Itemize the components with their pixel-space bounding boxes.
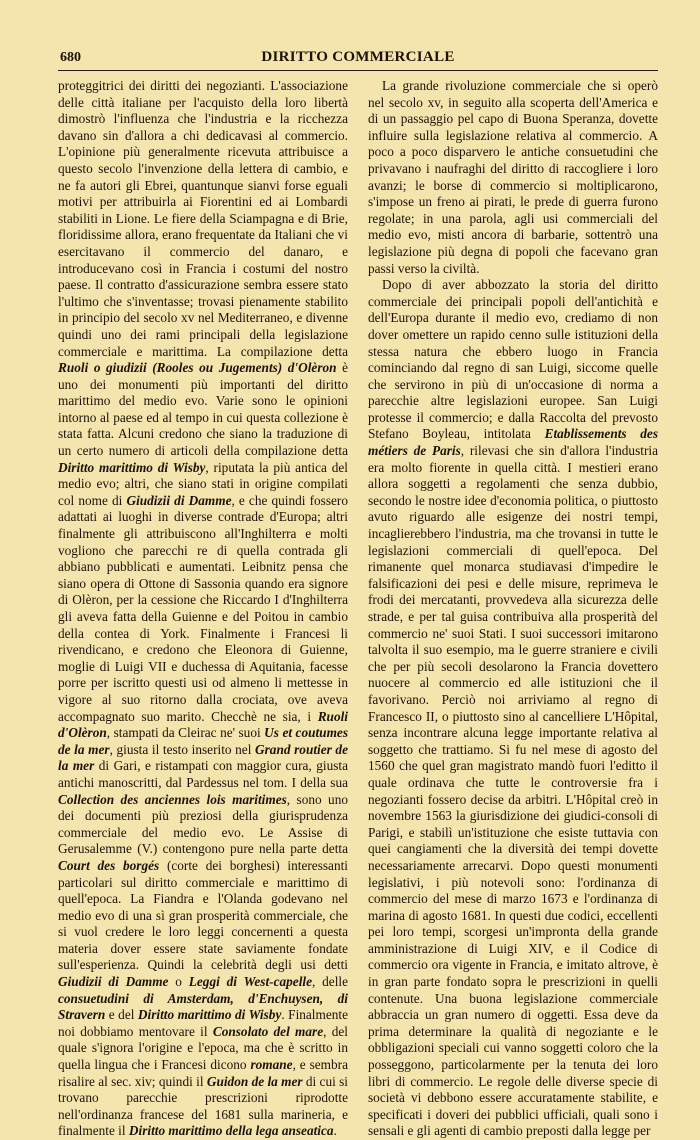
left-column [58, 78, 348, 1140]
italic-title-run: Etablissements des métiers de Paris [368, 426, 658, 459]
page-number: 680 [60, 50, 81, 65]
paragraph [368, 78, 658, 277]
text-run: , giusta il testo inserito nel [109, 741, 256, 757]
right-column [368, 78, 658, 1140]
text-run: o [168, 974, 189, 990]
italic-title-run: Court des borgés [58, 857, 160, 873]
text-run: , delle [312, 974, 348, 990]
text-run: , riputata la più antica del medio evo; altri, che siano stati in origine compilati col nome di [58, 459, 348, 508]
italic-title-run: Diritto marittimo della lega anseatica [128, 1123, 334, 1139]
italic-title-run: Us et coutumes de la mer [58, 725, 348, 757]
running-header [58, 48, 658, 71]
text-run: Dopo di aver abbozzato la storia del diritto commerciale dei principali popoli dell'antichità e dell'Europa durante il medio evo, crediamo di non dover omettere un rapido cenno sulle istituzioni della stessa natura che ebbero luogo in Francia cominciando dal regno di san Luigi, siccome quelle che servirono in più di un'occasione di norma a parecchie altre legislazioni europee. San Luigi protesse il commercio; e dalla Raccolta del prevosto Stefano Boyleau, intitolata [368, 277, 658, 442]
italic-title-run: Grand routier de la mer [58, 741, 348, 774]
text-run: , rilevasi che sin d'allora l'industria era molto fiorente in quella città. I mestieri erano allora soggetti a regolamenti che senza dubbio, secondo le nostre idee d'economia politica, o piuttosto avuto riguardo alle esigenze dei nostri tempi, incaglierebbero l'industria, ma che trovansi in tutte le legislazioni commerciali di quell'epoca. Del rimanente quel monarca studiavasi d'impedire le falsificazioni dei pesi e delle misure, reprimeva le frodi dei mercatanti, provvedeva alla sicurezza delle strade, e per tal guisa contribuiva alla prosperità del commercio ne' suoi Stati. I suoi successori imitarono talvolta il suo esempio, ma le guerre straniere e civili che per più secoli desolarono la Francia dovettero nuocere al commercio ed alle istituzioni che il favorivano. Perciò noi arriviamo al regno di Francesco II, o piuttosto sino al cancelliere L'Hôpital, senza incontrare alcuna legge importante relativa al soggetto che trattiamo. Si fu nel mese di agosto del 1560 che quel gran magistrato mandò fuori l'editto il quale ordinava che tutte le controversie fra i negozianti fossero decise da arbitri. L'Hôpital creò in novembre 1563 la giurisdizione dei giudici-consoli di Parigi, e stabilì un'istituzione che esiste tuttavia con quei cangiamenti che la diversità dei tempi dovette necessariamente arrecarvi. Dopo questi monumenti legislativi, i più notevoli sono: l'ordinanza di commercio del mese di marzo 1673 e l'ordinanza di marina di agosto 1681. In questi due codici, eccellenti pei loro tempi, scorgesi un'impronta della grande amministrazione di Luigi XIV, e il Codice di commercio ora vigente in Francia, e imitato altrove, è in gran parte fondato sopra le prescrizioni in quelli contenute. Una buona legislazione commerciale abbraccia un gran numero di oggetti. Essa deve da prima determinare la qualità di negoziante e le obbligazioni speciali cui vanno soggetti coloro che la posseggono, particolarmente per la tenuta dei loro libri di commercio. Le regole delle diverse specie di società vi debbono essere accuratamente stabilite, e specificati i doveri dei pubblici ufficiali, quali sono i sensali e gli agenti di cambio preposti dalla legge per [368, 443, 658, 1139]
text-run: proteggitrici dei diritti dei negozianti. L'associazione delle città italiane per l'acquisto della loro libertà dimostrò l'influenza che l'industria e la ricchezza davano sin d'allora a chi dedicavasi al commercio. L'opinione più generalmente ricevuta attribuisce a questo secolo l'invenzione della lettera di cambio, e ne fa autori gli Ebrei, quantunque sianvi forse eguali motivi per attribuirla ai Fiorentini ed ai Lombardi stabiliti in Lione. Le fiere della Sciampagna e di Brie, floridissime allora, erano frequentate da Italiani che vi esercitavano il commercio del danaro, e introducevano così in Francia i costumi del nostro paese. Il contratto d'assicurazione sembra essere stato l'ultimo che s'inventasse; trovasi pienamente stabilito in principio del secolo xv nel Mediterraneo, e divenne quindi uno dei rami principali della legislazione commerciale e marittima. La compilazione detta [58, 78, 348, 359]
text-run: , e che quindi fossero adattati ai luoghi in diverse contrade d'Europa; altri finalmente gli attribuiscono all'Inghilterra e molti vogliono che parecchi re di quella contrada gli abbiano pubblicati e aumentati. Leibnitz pensa che siano opera di Ottone di Sassonia quando era signore di Olèron, per la cessione che Riccardo I d'Inghilterra gli aveva fatta della Guienne e del Poitou in cambio della contea di York. Finalmente i Francesi li rivendicano, e credono che Eleonora di Guienne, moglie di Luigi VII e duchessa di Aquitania, facesse porre per iscritto questi usi od almeno li mettesse in vigore al suo ritorno dalla crociata, ove aveva accompagnato suo marito. Checchè ne sia, i [58, 492, 348, 724]
text-run: è uno dei monumenti più importanti del diritto marittimo del medio evo. Varie sono le opinioni intorno al paese ed al tempo in cui questa collezione è stata fatta. Alcuni credono che siano la traduzione di un certo numero di articoli della compilazione detta [58, 360, 348, 459]
italic-title-run: Consolato del mare [212, 1023, 324, 1039]
italic-title-run: Diritto marittimo di Wisby [137, 1007, 282, 1023]
text-run: . [333, 1123, 337, 1139]
paragraph [58, 78, 348, 1140]
italic-title-run: Ruoli o giudizii (Rooles ou Jugements) d'Olèron [58, 360, 337, 376]
text-run: , del quale s'ignora l'origine e l'epoca, ma che è scritto in quella lingua che i Francesi dicono [58, 1023, 348, 1073]
italic-title-run: Giudizii di Damme [126, 492, 232, 508]
italic-title-run: romane [250, 1057, 293, 1073]
text-run: di cui si trovano parecchie prescrizioni riprodotte nell'ordinanza francese del 1681 sulla marineria, e finalmente il [58, 1073, 348, 1139]
text-run: La grande rivoluzione commerciale che si operò nel secolo xv, in seguito alla scoperta dell'America e di un passaggio pel capo di Buona Speranza, dovette influire sulla legislazione relativa al commercio. A poco a poco disparvero le antiche consuetudini che privavano i naufraghi del diritto di raccogliere i loro avanzi; le borse di commercio si moltiplicarono, s'impose un freno ai pirati, le prede di guerra furono regolate; in una parola, agli usi commerciali del medio evo, misti ancora di barbarie, sottentrò una legislazione più degna di popoli che facevano gran passi verso la civiltà. [368, 78, 658, 276]
italic-title-run: consuetudini di Amsterdam, d'Enchuysen, di Stravern [58, 990, 348, 1023]
text-run: , e sembra risalire al sec. xiv; quindi il [58, 1057, 348, 1089]
text-run: , stampati da Cleirac ne' suoi [106, 725, 265, 741]
text-run: . Finalmente noi dobbiamo mentovare il [58, 1007, 348, 1039]
text-run: (corte dei borghesi) interessanti particolari sul diritto commerciale e marittimo di quell'epoca. La Fiandra e l'Olanda godevano nel medio evo di una sì gran prosperità commerciale, che si vuol credere le loro leggi concernenti a questa materia dover essere state saviamente fondate sull'esperienza. Quindi la celebrità degli usi detti [58, 857, 348, 973]
text-run: e del [105, 1007, 138, 1023]
italic-title-run: Collection des anciennes lois maritimes [58, 791, 287, 807]
italic-title-run: Guidon de la mer [206, 1073, 303, 1089]
text-run: , sono uno dei documenti più preziosi della giurisprudenza commerciale del medio evo. Le Assise di Gerusalemme (V.) contengono pure nella parte detta [58, 791, 349, 857]
italic-title-run: Giudizii di Damme [58, 974, 169, 990]
italic-title-run: Leggi di West-capelle [188, 974, 312, 990]
italic-title-run: Diritto marittimo di Wisby [58, 459, 206, 475]
paragraph [368, 277, 658, 1140]
text-run: di Gari, e ristampati con maggior cura, giusta antichi manoscritti, dal Pardessus nel tom. I della sua [58, 758, 348, 790]
running-title: DIRITTO COMMERCIALE [261, 49, 455, 65]
italic-title-run: Ruoli d'Olèron [58, 708, 348, 741]
